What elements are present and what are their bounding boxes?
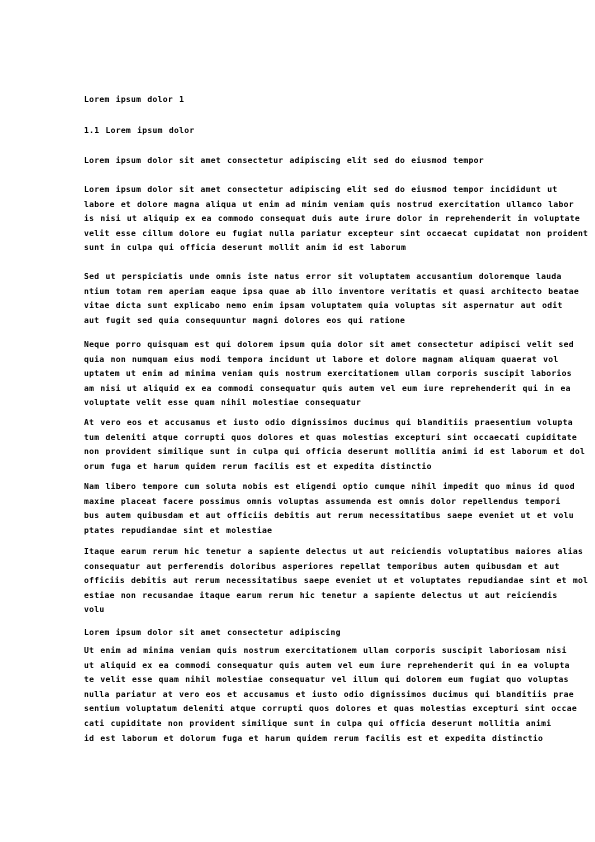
paragraph-line: nulla pariatur at vero eos et accusamus et iusto odio dignissimos ducimus qui blanditiis prae — [84, 689, 574, 699]
paragraph-line: is nisi ut aliquip ex ea commodo consequat duis aute irure dolor in reprehenderit in voluptate — [84, 214, 580, 224]
paragraph-line: consequatur aut perferendis doloribus asperiores repellat temporibus autem quibusdam et aut — [84, 561, 560, 571]
paragraph-line: id est laborum et dolorum fuga et harum quidem rerum facilis est et expedita distinctio — [84, 733, 544, 743]
paragraph-line: velit esse cillum dolore eu fugiat nulla pariatur excepteur sint occaecat cupidatat non proident — [84, 228, 589, 238]
paragraph-line: cati cupiditate non provident similique sunt in culpa qui officia deserunt mollitia animi — [84, 718, 552, 728]
paragraph-line: Nam libero tempore cum soluta nobis est eligendi optio cumque nihil impedit quo minus id quod — [84, 482, 575, 491]
paragraph-line: volu — [84, 605, 105, 615]
paragraph-line: ut aliquid ex ea commodi consequatur quis autem vel eum iure reprehenderit qui in ea volupta — [84, 660, 570, 670]
paragraph-line: non provident similique sunt in culpa qui officia deserunt mollitia animi id est laborum et dol — [84, 447, 586, 457]
body-paragraph — [84, 416, 586, 474]
paragraph-line: Itaque earum rerum hic tenetur a sapiente delectus ut aut reiciendis voluptatibus maiores alias — [84, 547, 584, 556]
paragraph-line: aut fugit sed quia consequuntur magni dolores eos qui ratione — [84, 315, 406, 325]
paragraph-line: vitae dicta sunt explicabo nemo enim ipsam voluptatem quia voluptas sit aspernatur aut odit — [84, 301, 563, 311]
paragraph-line: uptatem ut enim ad minima veniam quis nostrum exercitationem ullam corporis suscipit laborios — [84, 369, 572, 379]
intro-sentence — [84, 154, 512, 169]
paragraph-line: Ut enim ad minima veniam quis nostrum exercitationem ullam corporis suscipit laboriosam nisi — [84, 646, 567, 655]
body-paragraph — [84, 480, 575, 538]
paragraph-line: tum deleniti atque corrupti quos dolores et quas molestias excepturi sint occaecati cupiditate — [84, 432, 577, 442]
paragraph-line: estiae non recusandae itaque earum rerum hic tenetur a sapiente delectus ut aut reiciendis — [84, 590, 558, 600]
paragraph-line: officiis debitis aut rerum necessitatibus saepe eveniet ut et voluptates repudiandae sint et mol — [84, 576, 589, 586]
paragraph-line: Neque porro quisquam est qui dolorem ipsum quia dolor sit amet consectetur adipisci velit sed — [84, 340, 574, 349]
paragraph-line: ntium totam rem aperiam eaque ipsa quae ab illo inventore veritatis et quasi architecto beatae — [84, 286, 579, 296]
subsection-heading — [84, 124, 512, 139]
paragraph-line: te velit esse quam nihil molestiae consequatur vel illum qui dolorem eum fugiat quo voluptas — [84, 675, 569, 685]
paragraph-line: voluptate velit esse quam nihil molestiae consequatur — [84, 398, 362, 408]
paragraph-line: labore et dolore magna aliqua ut enim ad minim veniam quis nostrud exercitation ullamco labor — [84, 199, 574, 209]
paragraph-line: orum fuga et harum quidem rerum facilis est et expedita distinctio — [84, 461, 432, 471]
paragraph-line: sunt in culpa qui officia deserunt mollit anim id est laborum — [84, 243, 407, 253]
paragraph-line: bus autem quibusdam et aut officiis debitis aut rerum necessitatibus saepe eveniet ut et volu — [84, 511, 574, 521]
paragraph-line: ptates repudiandae sint et molestiae — [84, 525, 273, 535]
body-paragraph — [84, 545, 589, 618]
section-heading — [84, 93, 512, 108]
paragraph-line: quia non numquam eius modi tempora incidunt ut labore et dolore magnam aliquam quaerat vol — [84, 354, 559, 364]
paragraph-line: Sed ut perspiciatis unde omnis iste natus error sit voluptatem accusantium doloremque lauda — [84, 272, 562, 281]
paragraph-line: Lorem ipsum dolor sit amet consectetur adipiscing elit sed do eiusmod tempor incididunt ut — [84, 185, 558, 194]
body-paragraph — [84, 183, 589, 256]
body-paragraph — [84, 270, 579, 328]
paragraph-line: At vero eos et accusamus et iusto odio dignissimos ducimus qui blanditiis praesentium volupta — [84, 418, 573, 427]
section-heading-text: Lorem ipsum dolor 1 — [84, 95, 185, 104]
paragraph-line: maxime placeat facere possimus omnis voluptas assumenda est omnis dolor repellendus tempori — [84, 496, 561, 506]
body-paragraph — [84, 644, 577, 746]
body-paragraph — [84, 338, 574, 411]
inline-subheading-text: Lorem ipsum dolor sit amet consectetur adipiscing — [84, 628, 341, 637]
paragraph-line: am nisi ut aliquid ex ea commodi consequatur quis autem vel eum iure reprehenderit qui in ea — [84, 383, 571, 393]
inline-subheading — [84, 626, 512, 641]
intro-sentence-text: Lorem ipsum dolor sit amet consectetur adipiscing elit sed do eiusmod tempor — [84, 156, 484, 165]
subsection-heading-text: 1.1 Lorem ipsum dolor — [84, 126, 195, 135]
paragraph-line: sentium voluptatum deleniti atque corrupti quos dolores et quas molestias excepturi sint occae — [84, 704, 577, 714]
